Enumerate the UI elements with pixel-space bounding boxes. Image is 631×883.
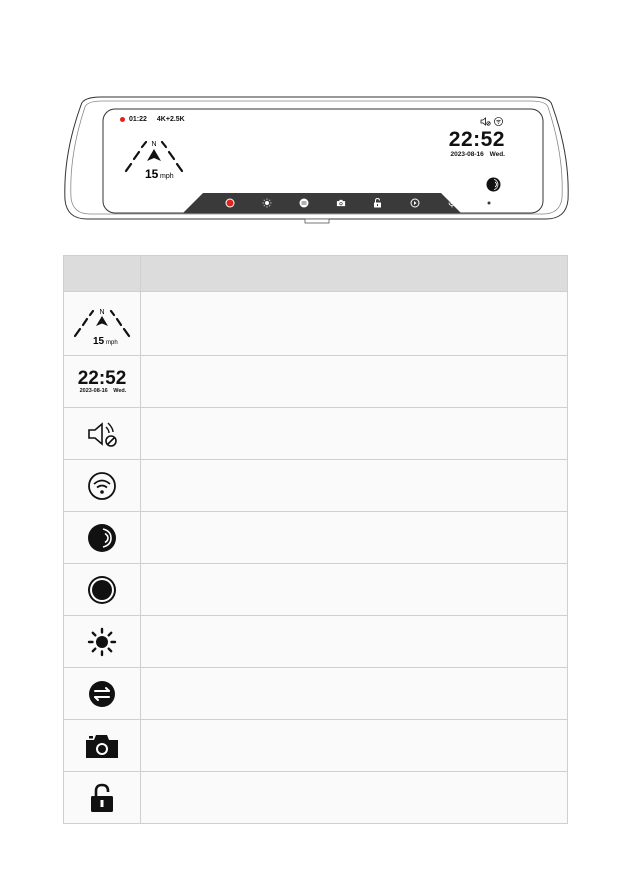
table-row xyxy=(64,564,568,616)
speaker-mute-icon xyxy=(480,117,491,126)
dashcam-mirror-illustration xyxy=(61,95,572,225)
speed-unit: mph xyxy=(160,173,174,180)
lock-icon xyxy=(89,783,115,813)
speed-value: 15 xyxy=(93,335,105,346)
compass-letter: N xyxy=(151,141,157,148)
row-description xyxy=(141,668,568,720)
clock-time: 22:52 xyxy=(448,128,505,151)
clock-display xyxy=(449,129,505,158)
lock-icon[interactable] xyxy=(373,198,383,208)
clock-icon-time: 22:52 xyxy=(77,367,127,389)
icon-legend-table xyxy=(63,255,568,824)
record-icon[interactable] xyxy=(225,198,235,208)
camera-icon xyxy=(85,733,119,759)
wifi-icon xyxy=(87,471,117,501)
column-header-icon xyxy=(64,256,141,292)
table-row xyxy=(64,616,568,668)
table-row xyxy=(64,720,568,772)
column-header-description xyxy=(141,256,568,292)
record-button-icon xyxy=(87,575,117,605)
clock-icon xyxy=(77,367,127,394)
clock-date: 2023-08-16 xyxy=(450,151,484,158)
clock-icon-date-line xyxy=(78,388,127,394)
clock-day: Wed. xyxy=(489,151,505,158)
camera-icon[interactable] xyxy=(336,198,346,208)
mirror-screen xyxy=(103,109,543,213)
clock-date-line xyxy=(449,151,505,158)
row-description xyxy=(141,460,568,512)
switch-camera-icon[interactable] xyxy=(299,198,309,208)
speaker-mute-icon xyxy=(85,420,119,448)
resolution-label: 4K+2.5K xyxy=(156,116,185,123)
playback-icon[interactable] xyxy=(410,198,420,208)
recording-time: 01:22 xyxy=(129,116,147,123)
brightness-icon xyxy=(87,627,117,657)
row-description xyxy=(141,512,568,564)
table-row xyxy=(64,460,568,512)
compass-letter: N xyxy=(99,308,105,316)
switch-camera-icon xyxy=(87,679,117,709)
microphone-icon[interactable] xyxy=(447,198,457,208)
table-header-row xyxy=(64,256,568,292)
row-description xyxy=(141,616,568,668)
row-description xyxy=(141,292,568,356)
table-row xyxy=(64,668,568,720)
clock-icon-day: Wed. xyxy=(113,387,127,394)
recording-status xyxy=(120,116,185,123)
table-row xyxy=(64,512,568,564)
navigation-speed-icon xyxy=(123,131,185,181)
status-icons xyxy=(480,117,503,126)
toolbar xyxy=(183,193,535,213)
wifi-icon xyxy=(494,117,503,126)
row-description xyxy=(141,408,568,460)
row-description xyxy=(141,772,568,824)
row-description xyxy=(141,720,568,772)
navigation-speed-icon xyxy=(71,302,133,346)
row-description xyxy=(141,356,568,408)
speed-unit: mph xyxy=(106,339,118,346)
clock-icon-date: 2023-08-16 xyxy=(79,387,108,394)
table-row xyxy=(64,408,568,460)
row-description xyxy=(141,564,568,616)
table-row xyxy=(64,356,568,408)
table-row xyxy=(64,292,568,356)
voice-control-icon xyxy=(87,523,117,553)
settings-icon[interactable] xyxy=(484,198,494,208)
voice-control-icon xyxy=(486,177,501,192)
speed-value: 15 xyxy=(145,167,159,181)
recording-dot-icon xyxy=(120,117,125,122)
brightness-icon[interactable] xyxy=(262,198,272,208)
table-row xyxy=(64,772,568,824)
